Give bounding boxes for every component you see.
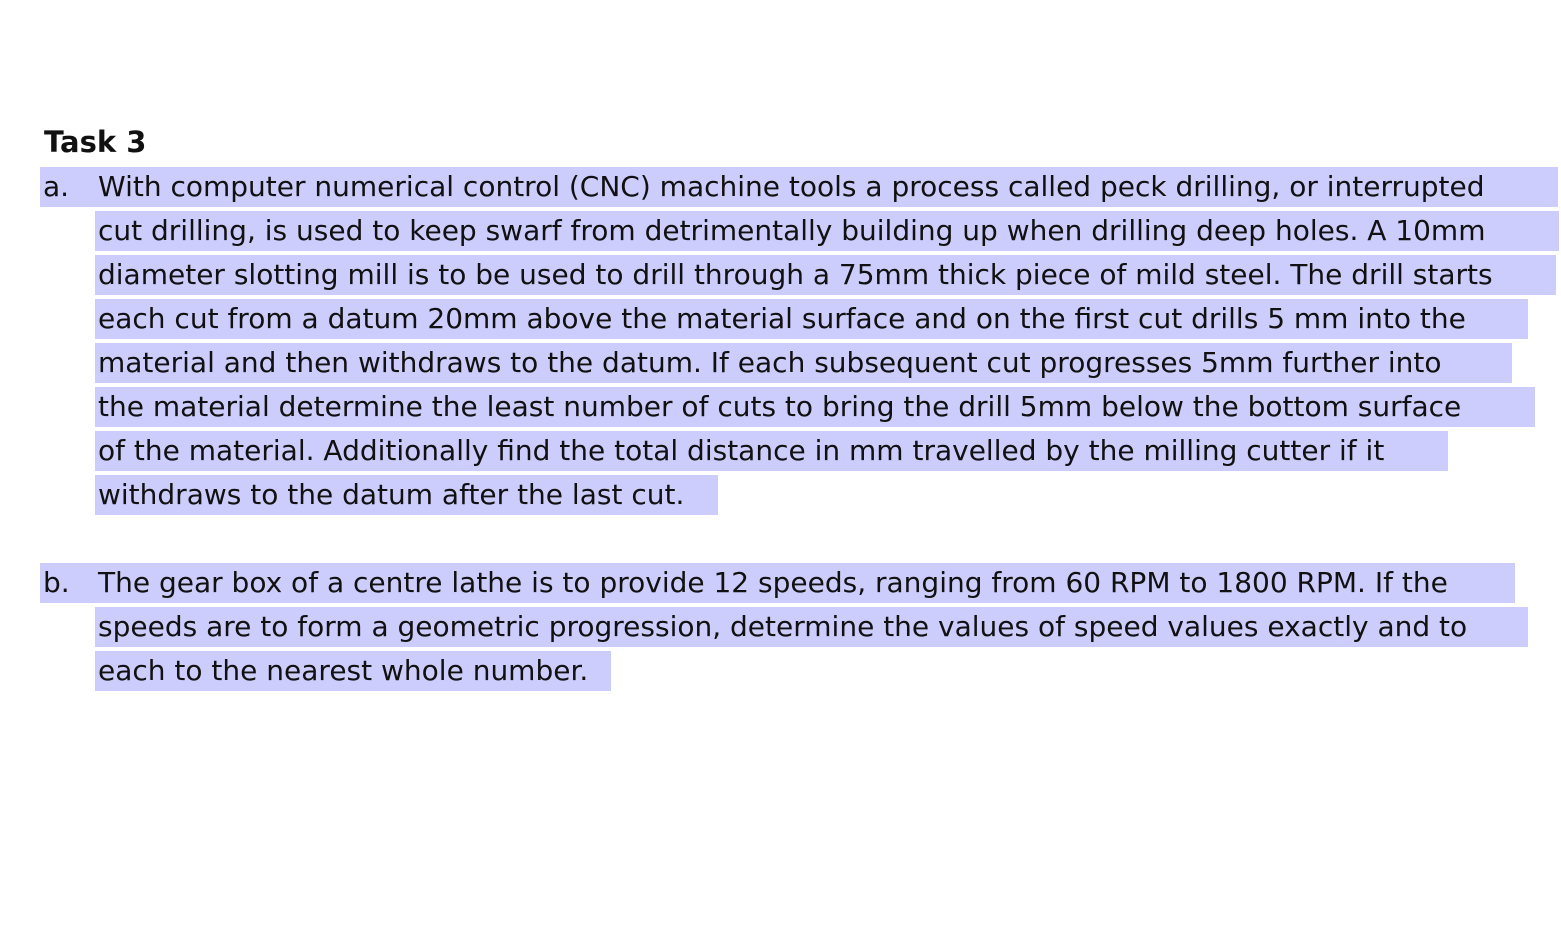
item-b-line-3: each to the nearest whole number.	[95, 651, 611, 691]
item-b-marker: b.	[40, 563, 98, 603]
item-a-line-6: the material determine the least number of cuts to bring the drill 5mm below the bottom surface	[95, 387, 1535, 427]
item-a-line-4: each cut from a datum 20mm above the material surface and on the first cut drills 5 mm into the	[95, 299, 1528, 339]
item-a-line-5: material and then withdraws to the datum. If each subsequent cut progresses 5mm further into	[95, 343, 1512, 383]
item-a-line-3: diameter slotting mill is to be used to drill through a 75mm thick piece of mild steel. The drill starts	[95, 255, 1556, 295]
item-b-line-1: The gear box of a centre lathe is to provide 12 speeds, ranging from 60 RPM to 1800 RPM. If the	[95, 563, 1515, 603]
item-a-line-7: of the material. Additionally find the total distance in mm travelled by the milling cutter if it	[95, 431, 1448, 471]
item-b-line-2: speeds are to form a geometric progression, determine the values of speed values exactly and to	[95, 607, 1528, 647]
item-a-marker: a.	[40, 167, 98, 207]
task-title: Task 3	[44, 125, 147, 159]
item-a-line-8: withdraws to the datum after the last cut.	[95, 475, 718, 515]
item-a-line-2: cut drilling, is used to keep swarf from detrimentally building up when drilling deep holes. A 10mm	[95, 211, 1559, 251]
item-a-line-1: With computer numerical control (CNC) machine tools a process called peck drilling, or interrupted	[95, 167, 1558, 207]
